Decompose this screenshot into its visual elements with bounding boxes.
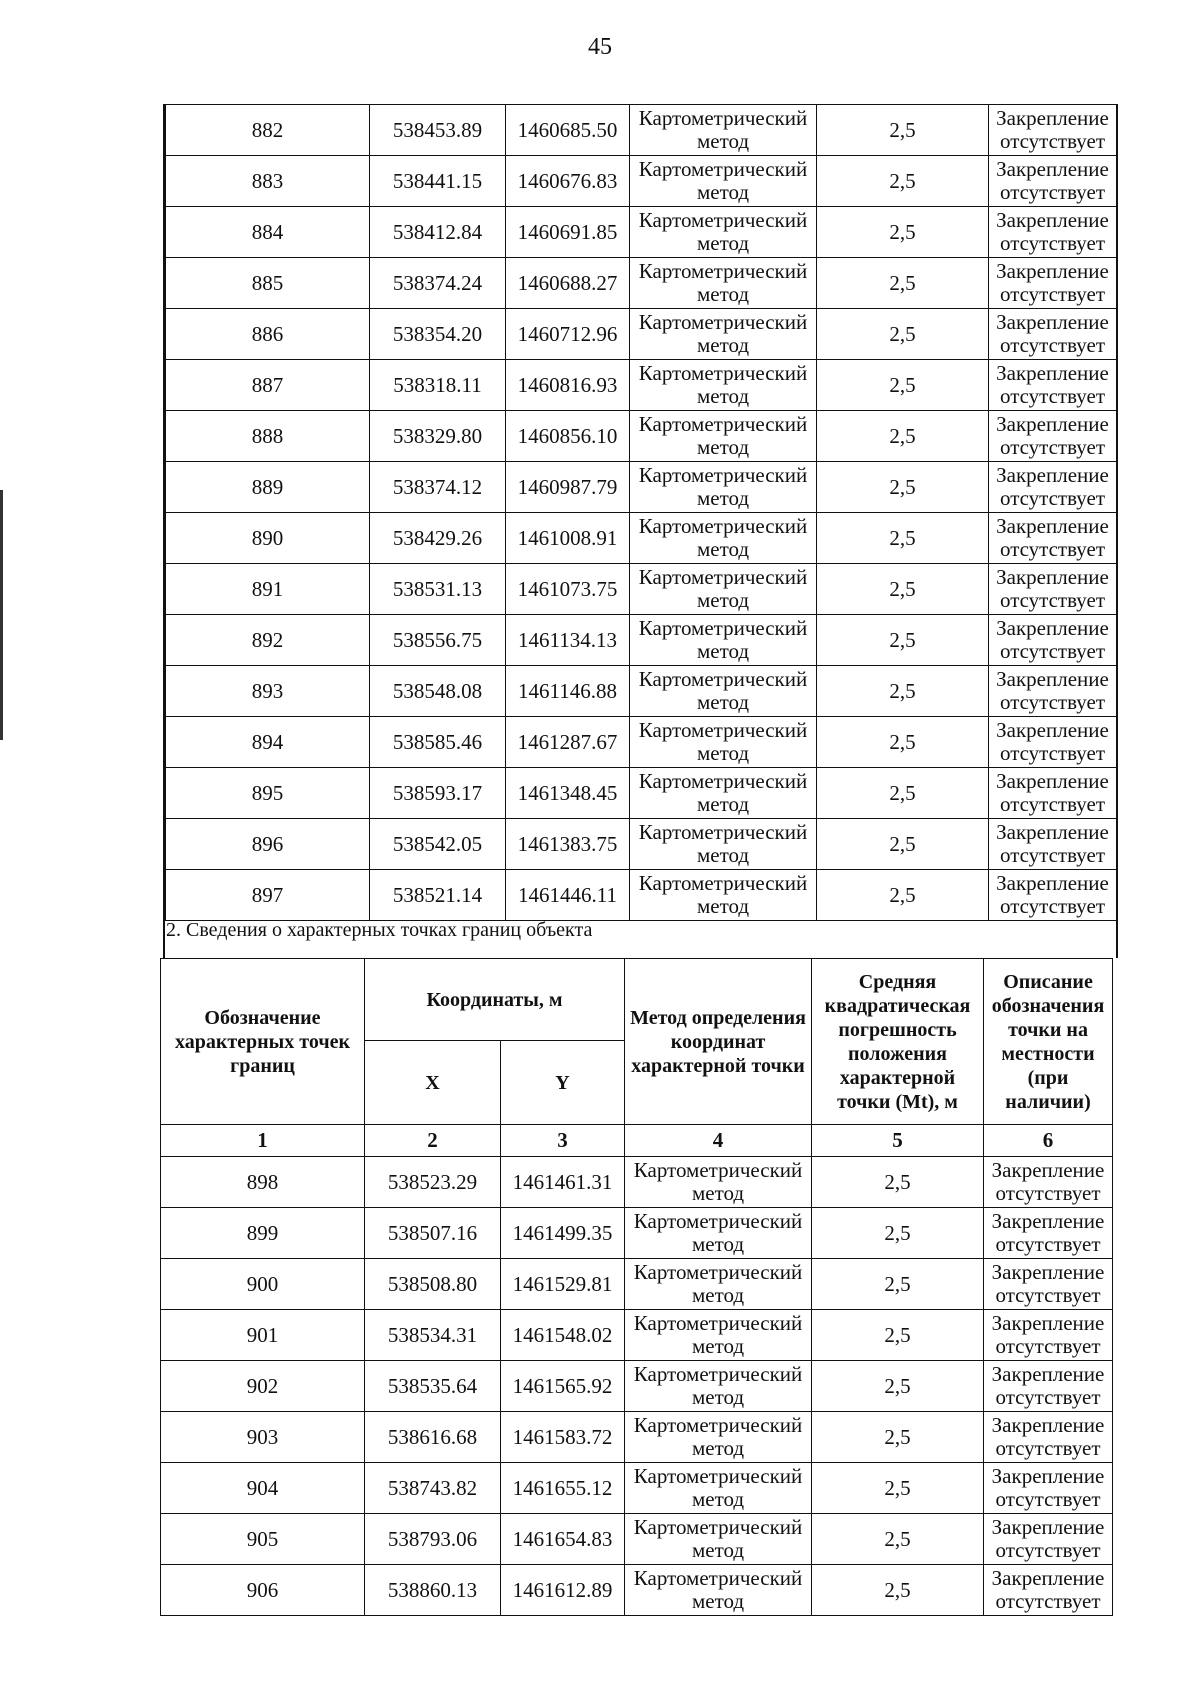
method-cell: Картометрический метод: [625, 1565, 812, 1616]
description-cell: Закрепление отсутствует: [984, 1565, 1113, 1616]
error-cell: 2,5: [817, 768, 989, 819]
error-cell: 2,5: [817, 258, 989, 309]
point-id-cell: 903: [161, 1412, 365, 1463]
method-cell: Картометрический метод: [625, 1259, 812, 1310]
description-cell: Закрепление отсутствует: [984, 1514, 1113, 1565]
table-row: [161, 1514, 1113, 1565]
description-cell: Закрепление отсутствует: [989, 666, 1117, 717]
table-row: [166, 258, 1117, 309]
header-x: X: [365, 1041, 501, 1125]
point-id-cell: 896: [166, 819, 370, 870]
x-coordinate-cell: 538548.08: [370, 666, 506, 717]
point-id-cell: 897: [166, 870, 370, 921]
table-row: [166, 513, 1117, 564]
point-id-cell: 885: [166, 258, 370, 309]
error-cell: 2,5: [812, 1463, 984, 1514]
point-id-cell: 905: [161, 1514, 365, 1565]
method-cell: Картометрический метод: [630, 819, 817, 870]
x-coordinate-cell: 538534.31: [365, 1310, 501, 1361]
point-id-cell: 902: [161, 1361, 365, 1412]
y-coordinate-cell: 1460712.96: [506, 309, 630, 360]
x-coordinate-cell: 538441.15: [370, 156, 506, 207]
error-cell: 2,5: [817, 819, 989, 870]
description-cell: Закрепление отсутствует: [989, 615, 1117, 666]
column-number: 6: [984, 1125, 1113, 1157]
error-cell: 2,5: [812, 1412, 984, 1463]
y-coordinate-cell: 1461583.72: [501, 1412, 625, 1463]
x-coordinate-cell: 538556.75: [370, 615, 506, 666]
top-table-body: [166, 105, 1117, 921]
x-coordinate-cell: 538743.82: [365, 1463, 501, 1514]
table-row: [166, 768, 1117, 819]
error-cell: 2,5: [812, 1310, 984, 1361]
error-cell: 2,5: [812, 1208, 984, 1259]
scan-edge-mark: [0, 490, 3, 740]
method-cell: Картометрический метод: [630, 768, 817, 819]
method-cell: Картометрический метод: [625, 1208, 812, 1259]
point-id-cell: 898: [161, 1157, 365, 1208]
x-coordinate-cell: 538508.80: [365, 1259, 501, 1310]
y-coordinate-cell: 1461348.45: [506, 768, 630, 819]
y-coordinate-cell: 1460816.93: [506, 360, 630, 411]
description-cell: Закрепление отсутствует: [989, 564, 1117, 615]
description-cell: Закрепление отсутствует: [984, 1463, 1113, 1514]
table-row: [161, 1463, 1113, 1514]
header-method: Метод определения координат характерной точки: [625, 959, 812, 1125]
error-cell: 2,5: [817, 615, 989, 666]
x-coordinate-cell: 538507.16: [365, 1208, 501, 1259]
description-cell: Закрепление отсутствует: [984, 1157, 1113, 1208]
x-coordinate-cell: 538616.68: [365, 1412, 501, 1463]
point-id-cell: 901: [161, 1310, 365, 1361]
error-cell: 2,5: [817, 564, 989, 615]
y-coordinate-cell: 1461008.91: [506, 513, 630, 564]
description-cell: Закрепление отсутствует: [989, 309, 1117, 360]
table-row: [161, 1259, 1113, 1310]
section-title: 2. Сведения о характерных точках границ объекта: [166, 919, 593, 941]
frame-line-left: [163, 104, 165, 958]
method-cell: Картометрический метод: [625, 1157, 812, 1208]
point-id-cell: 883: [166, 156, 370, 207]
header-y: Y: [501, 1041, 625, 1125]
error-cell: 2,5: [817, 105, 989, 156]
method-cell: Картометрический метод: [630, 717, 817, 768]
error-cell: 2,5: [817, 666, 989, 717]
table-row: [166, 156, 1117, 207]
point-id-cell: 889: [166, 462, 370, 513]
method-cell: Картометрический метод: [625, 1310, 812, 1361]
x-coordinate-cell: 538521.14: [370, 870, 506, 921]
page-number: 45: [588, 34, 612, 60]
y-coordinate-cell: 1460685.50: [506, 105, 630, 156]
point-id-cell: 900: [161, 1259, 365, 1310]
method-cell: Картометрический метод: [630, 258, 817, 309]
table-row: [161, 1157, 1113, 1208]
error-cell: 2,5: [817, 309, 989, 360]
y-coordinate-cell: 1461654.83: [501, 1514, 625, 1565]
error-cell: 2,5: [817, 207, 989, 258]
table-row: [166, 564, 1117, 615]
method-cell: Картометрический метод: [630, 462, 817, 513]
point-id-cell: 882: [166, 105, 370, 156]
header-coordinates: Координаты, м: [365, 959, 625, 1041]
table-row: [161, 1565, 1113, 1616]
y-coordinate-cell: 1460691.85: [506, 207, 630, 258]
point-id-cell: 904: [161, 1463, 365, 1514]
method-cell: Картометрический метод: [625, 1412, 812, 1463]
description-cell: Закрепление отсутствует: [984, 1310, 1113, 1361]
y-coordinate-cell: 1461499.35: [501, 1208, 625, 1259]
table-row: [166, 819, 1117, 870]
table-row: [161, 1361, 1113, 1412]
point-id-cell: 890: [166, 513, 370, 564]
description-cell: Закрепление отсутствует: [989, 513, 1117, 564]
error-cell: 2,5: [812, 1259, 984, 1310]
method-cell: Картометрический метод: [630, 564, 817, 615]
x-coordinate-cell: 538535.64: [365, 1361, 501, 1412]
point-id-cell: 887: [166, 360, 370, 411]
error-cell: 2,5: [817, 717, 989, 768]
error-cell: 2,5: [817, 462, 989, 513]
description-cell: Закрепление отсутствует: [984, 1412, 1113, 1463]
error-cell: 2,5: [817, 156, 989, 207]
point-id-cell: 888: [166, 411, 370, 462]
x-coordinate-cell: 538585.46: [370, 717, 506, 768]
description-cell: Закрепление отсутствует: [989, 360, 1117, 411]
frame-line-right: [1116, 104, 1118, 958]
column-number: 5: [812, 1125, 984, 1157]
table-row: [166, 360, 1117, 411]
description-cell: Закрепление отсутствует: [989, 105, 1117, 156]
description-cell: Закрепление отсутствует: [984, 1361, 1113, 1412]
method-cell: Картометрический метод: [625, 1463, 812, 1514]
method-cell: Картометрический метод: [625, 1361, 812, 1412]
method-cell: Картометрический метод: [630, 615, 817, 666]
x-coordinate-cell: 538412.84: [370, 207, 506, 258]
error-cell: 2,5: [812, 1361, 984, 1412]
y-coordinate-cell: 1460688.27: [506, 258, 630, 309]
error-cell: 2,5: [817, 513, 989, 564]
error-cell: 2,5: [812, 1157, 984, 1208]
points-table-continued: [165, 104, 1117, 921]
point-id-cell: 893: [166, 666, 370, 717]
y-coordinate-cell: 1461446.11: [506, 870, 630, 921]
point-id-cell: 886: [166, 309, 370, 360]
description-cell: Закрепление отсутствует: [989, 768, 1117, 819]
table-row: [161, 1412, 1113, 1463]
header-designation: Обозначение характерных точек границ: [161, 959, 365, 1125]
bottom-table-body: [161, 1157, 1113, 1616]
y-coordinate-cell: 1461383.75: [506, 819, 630, 870]
description-cell: Закрепление отсутствует: [989, 411, 1117, 462]
table-row: [166, 309, 1117, 360]
x-coordinate-cell: 538531.13: [370, 564, 506, 615]
error-cell: 2,5: [812, 1514, 984, 1565]
table-row: [166, 207, 1117, 258]
y-coordinate-cell: 1460856.10: [506, 411, 630, 462]
description-cell: Закрепление отсутствует: [984, 1259, 1113, 1310]
method-cell: Картометрический метод: [630, 870, 817, 921]
x-coordinate-cell: 538329.80: [370, 411, 506, 462]
y-coordinate-cell: 1461565.92: [501, 1361, 625, 1412]
method-cell: Картометрический метод: [630, 156, 817, 207]
x-coordinate-cell: 538453.89: [370, 105, 506, 156]
point-id-cell: 884: [166, 207, 370, 258]
x-coordinate-cell: 538318.11: [370, 360, 506, 411]
error-cell: 2,5: [817, 870, 989, 921]
description-cell: Закрепление отсутствует: [989, 717, 1117, 768]
table-row: [166, 870, 1117, 921]
x-coordinate-cell: 538593.17: [370, 768, 506, 819]
x-coordinate-cell: 538542.05: [370, 819, 506, 870]
method-cell: Картометрический метод: [630, 513, 817, 564]
description-cell: Закрепление отсутствует: [989, 819, 1117, 870]
y-coordinate-cell: 1461655.12: [501, 1463, 625, 1514]
point-id-cell: 892: [166, 615, 370, 666]
table-row: [166, 717, 1117, 768]
x-coordinate-cell: 538374.12: [370, 462, 506, 513]
point-id-cell: 891: [166, 564, 370, 615]
method-cell: Картометрический метод: [625, 1514, 812, 1565]
description-cell: Закрепление отсутствует: [989, 207, 1117, 258]
description-cell: Закрепление отсутствует: [989, 462, 1117, 513]
table-row: [166, 462, 1117, 513]
table-row: [166, 105, 1117, 156]
error-cell: 2,5: [817, 360, 989, 411]
table-row: [166, 666, 1117, 717]
x-coordinate-cell: 538429.26: [370, 513, 506, 564]
description-cell: Закрепление отсутствует: [989, 870, 1117, 921]
error-cell: 2,5: [817, 411, 989, 462]
table-row: [161, 1208, 1113, 1259]
y-coordinate-cell: 1461073.75: [506, 564, 630, 615]
column-number: 4: [625, 1125, 812, 1157]
y-coordinate-cell: 1461612.89: [501, 1565, 625, 1616]
point-id-cell: 895: [166, 768, 370, 819]
y-coordinate-cell: 1460676.83: [506, 156, 630, 207]
method-cell: Картометрический метод: [630, 666, 817, 717]
method-cell: Картометрический метод: [630, 309, 817, 360]
y-coordinate-cell: 1461146.88: [506, 666, 630, 717]
y-coordinate-cell: 1460987.79: [506, 462, 630, 513]
y-coordinate-cell: 1461461.31: [501, 1157, 625, 1208]
point-id-cell: 899: [161, 1208, 365, 1259]
x-coordinate-cell: 538374.24: [370, 258, 506, 309]
column-number: 3: [501, 1125, 625, 1157]
method-cell: Картометрический метод: [630, 105, 817, 156]
x-coordinate-cell: 538523.29: [365, 1157, 501, 1208]
method-cell: Картометрический метод: [630, 207, 817, 258]
table-row: [166, 615, 1117, 666]
table-row: [161, 1310, 1113, 1361]
column-number: 2: [365, 1125, 501, 1157]
header-description: Описание обозначения точки на местности (при наличии): [984, 959, 1113, 1125]
column-number: 1: [161, 1125, 365, 1157]
point-id-cell: 894: [166, 717, 370, 768]
description-cell: Закрепление отсутствует: [984, 1208, 1113, 1259]
x-coordinate-cell: 538860.13: [365, 1565, 501, 1616]
table-row: [166, 411, 1117, 462]
header-error: Средняя квадратическая погрешность положения характерной точки (Mt), м: [812, 959, 984, 1125]
y-coordinate-cell: 1461134.13: [506, 615, 630, 666]
error-cell: 2,5: [812, 1565, 984, 1616]
points-table: [160, 958, 1113, 1616]
point-id-cell: 906: [161, 1565, 365, 1616]
x-coordinate-cell: 538793.06: [365, 1514, 501, 1565]
description-cell: Закрепление отсутствует: [989, 156, 1117, 207]
method-cell: Картометрический метод: [630, 360, 817, 411]
y-coordinate-cell: 1461287.67: [506, 717, 630, 768]
x-coordinate-cell: 538354.20: [370, 309, 506, 360]
y-coordinate-cell: 1461548.02: [501, 1310, 625, 1361]
description-cell: Закрепление отсутствует: [989, 258, 1117, 309]
y-coordinate-cell: 1461529.81: [501, 1259, 625, 1310]
method-cell: Картометрический метод: [630, 411, 817, 462]
